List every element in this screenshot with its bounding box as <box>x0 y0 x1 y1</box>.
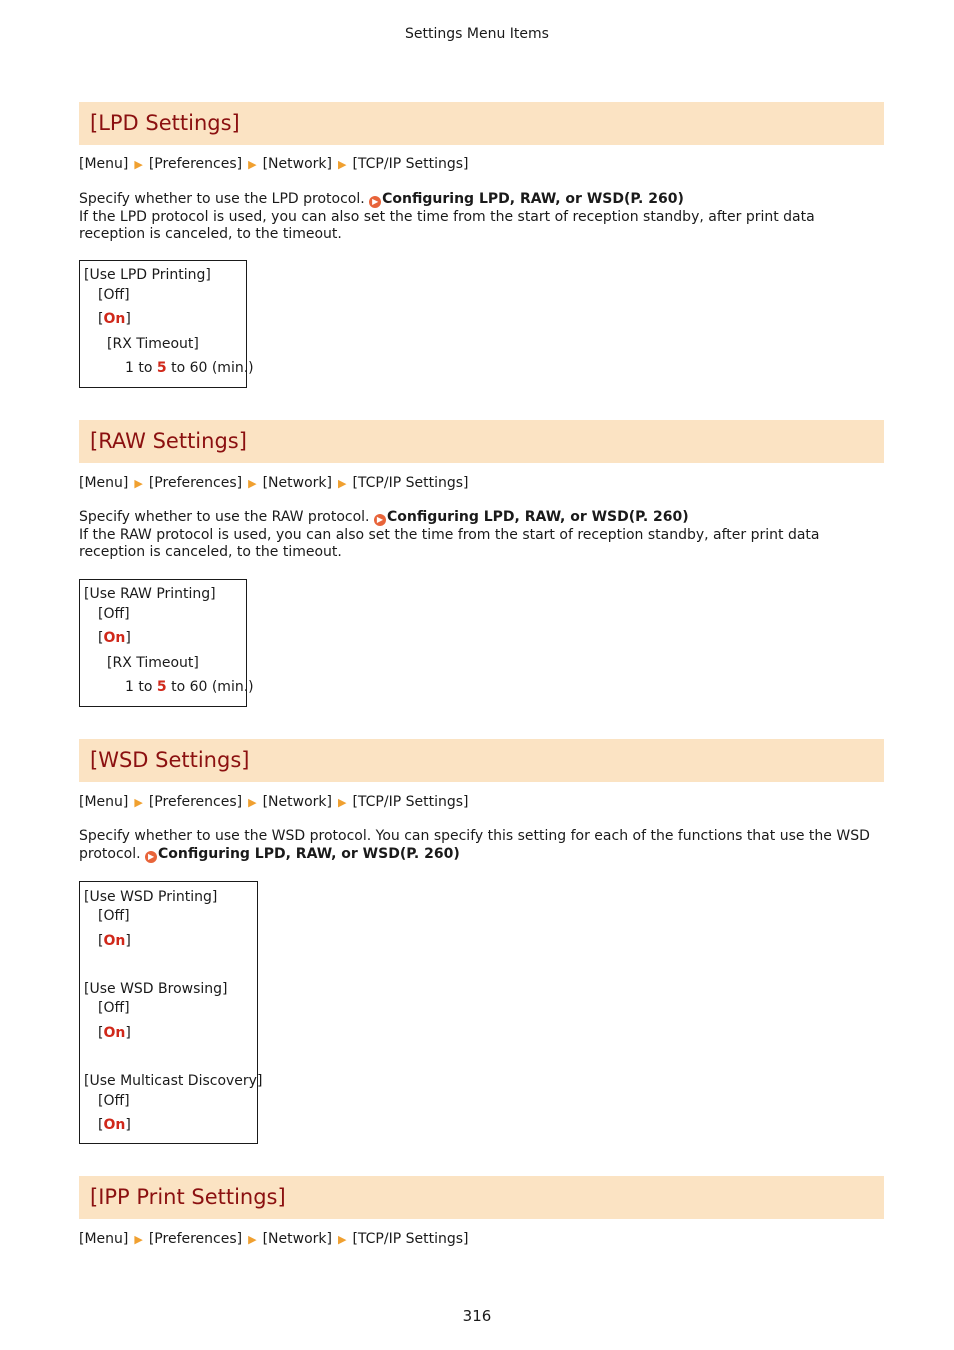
breadcrumb-network: [Network] <box>262 1231 332 1247</box>
wsd-browsing-label: [Use WSD Browsing] <box>84 981 228 997</box>
breadcrumb-menu: [Menu] <box>79 475 129 491</box>
triangle-right-icon: ▶ <box>337 158 347 171</box>
lpd-settings-heading: [LPD Settings] <box>79 102 884 145</box>
wsd-config-link[interactable]: Configuring LPD, RAW, or WSD(P. 260) <box>158 845 460 862</box>
breadcrumb-preferences: [Preferences] <box>148 794 243 810</box>
lpd-rx-timeout-range: 1 to 5 to 60 (min.) <box>125 360 254 376</box>
lpd-settings-box <box>79 260 254 388</box>
raw-desc-text-2: If the RAW protocol is used, you can also set the time from the start of reception standby, after print data reception is canceled, to the timeout. <box>79 526 820 560</box>
circle-arrow-icon: ▶ <box>369 196 381 208</box>
raw-desc-text: Specify whether to use the RAW protocol. <box>79 509 374 525</box>
raw-config-link[interactable]: Configuring LPD, RAW, or WSD(P. 260) <box>386 509 689 525</box>
wsd-printing-on: [On] <box>98 933 131 949</box>
wsd-browsing-on: [On] <box>98 1025 131 1041</box>
breadcrumb-preferences: [Preferences] <box>148 475 243 491</box>
circle-arrow-icon: ▶ <box>145 851 157 863</box>
lpd-on-option: [On] <box>98 311 131 327</box>
wsd-breadcrumb <box>79 793 468 812</box>
triangle-right-icon: ▶ <box>248 796 257 809</box>
triangle-right-icon: ▶ <box>134 158 143 171</box>
wsd-description <box>79 828 884 863</box>
lpd-desc-text-2: If the LPD protocol is used, you can also set the time from the start of reception standby, after print data reception is canceled, to the timeout. <box>79 208 815 242</box>
triangle-right-icon: ▶ <box>337 1233 347 1246</box>
breadcrumb-menu: [Menu] <box>79 1231 129 1247</box>
wsd-printing-label: [Use WSD Printing] <box>84 889 218 905</box>
circle-arrow-icon: ▶ <box>374 514 386 526</box>
breadcrumb-menu: [Menu] <box>79 794 129 810</box>
raw-breadcrumb <box>79 474 468 493</box>
breadcrumb-network: [Network] <box>262 156 332 172</box>
raw-settings-heading: [RAW Settings] <box>79 420 884 463</box>
breadcrumb-tcpip: [TCP/IP Settings] <box>352 794 469 810</box>
triangle-right-icon: ▶ <box>337 796 347 809</box>
page-number: 316 <box>462 1307 492 1325</box>
triangle-right-icon: ▶ <box>134 477 143 490</box>
raw-description <box>79 509 884 562</box>
wsd-settings-heading: [WSD Settings] <box>79 739 884 782</box>
lpd-desc-text: Specify whether to use the LPD protocol. <box>79 191 370 207</box>
ipp-breadcrumb <box>79 1230 468 1249</box>
lpd-description <box>79 191 884 244</box>
raw-item-label: [Use RAW Printing] <box>84 586 216 602</box>
triangle-right-icon: ▶ <box>337 477 347 490</box>
breadcrumb-preferences: [Preferences] <box>148 1231 243 1247</box>
lpd-breadcrumb <box>79 155 468 174</box>
triangle-right-icon: ▶ <box>134 1233 143 1246</box>
breadcrumb-network: [Network] <box>262 475 332 491</box>
wsd-printing-off: [Off] <box>98 908 130 924</box>
lpd-item-label: [Use LPD Printing] <box>84 267 211 283</box>
raw-rx-timeout-label: [RX Timeout] <box>107 655 199 671</box>
triangle-right-icon: ▶ <box>248 477 257 490</box>
triangle-right-icon: ▶ <box>248 1233 257 1246</box>
running-header: Settings Menu Items <box>405 26 549 42</box>
raw-rx-timeout-range: 1 to 5 to 60 (min.) <box>125 679 254 695</box>
wsd-multicast-on: [On] <box>98 1117 131 1133</box>
raw-on-option: [On] <box>98 630 131 646</box>
breadcrumb-tcpip: [TCP/IP Settings] <box>352 1231 469 1247</box>
wsd-settings-box <box>79 881 263 1144</box>
lpd-config-link[interactable]: Configuring LPD, RAW, or WSD(P. 260) <box>382 191 684 207</box>
lpd-rx-timeout-label: [RX Timeout] <box>107 336 199 352</box>
wsd-multicast-off: [Off] <box>98 1093 130 1109</box>
triangle-right-icon: ▶ <box>248 158 257 171</box>
wsd-multicast-label: [Use Multicast Discovery] <box>84 1073 263 1089</box>
breadcrumb-tcpip: [TCP/IP Settings] <box>352 156 469 172</box>
wsd-desc-text: Specify whether to use the WSD protocol. You can specify this setting for each of the functions that use the WSD protocol. <box>79 828 870 862</box>
raw-off-option: [Off] <box>98 606 130 622</box>
ipp-print-settings-heading: [IPP Print Settings] <box>79 1176 884 1219</box>
breadcrumb-tcpip: [TCP/IP Settings] <box>352 475 469 491</box>
breadcrumb-network: [Network] <box>262 794 332 810</box>
lpd-off-option: [Off] <box>98 287 130 303</box>
breadcrumb-menu: [Menu] <box>79 156 129 172</box>
raw-settings-box <box>79 579 254 707</box>
breadcrumb-preferences: [Preferences] <box>148 156 243 172</box>
triangle-right-icon: ▶ <box>134 796 143 809</box>
wsd-browsing-off: [Off] <box>98 1000 130 1016</box>
